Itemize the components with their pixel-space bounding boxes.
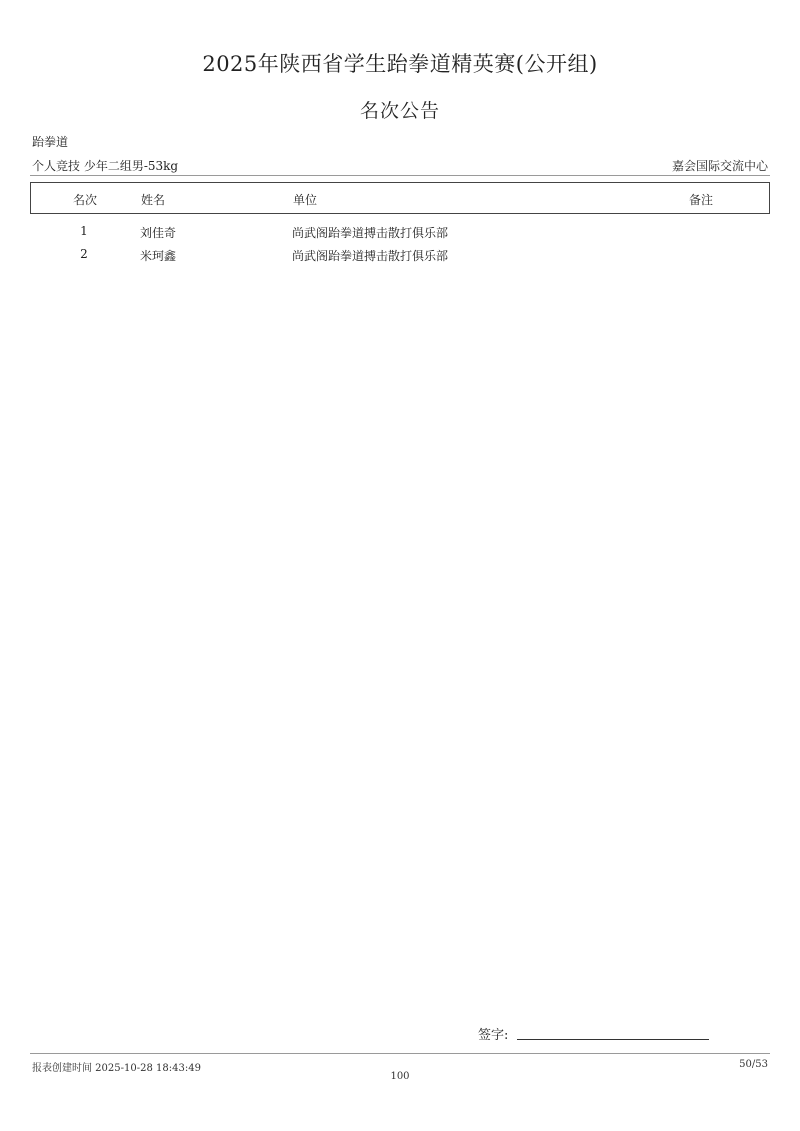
event-label: 个人竞技 少年二组男-53kg [32, 159, 179, 173]
signature-line [517, 1039, 709, 1040]
header-divider [30, 175, 770, 176]
row-rank: 2 [80, 247, 88, 261]
sport-label: 跆拳道 [32, 135, 69, 149]
row-rank: 1 [80, 224, 88, 238]
signature-label: 签字: [478, 1028, 509, 1043]
table-row [30, 247, 770, 269]
row-name: 米珂鑫 [140, 249, 177, 263]
column-header-name: 姓名 [141, 193, 166, 207]
footer-center-number: 100 [390, 1071, 410, 1082]
row-name: 刘佳奇 [140, 226, 177, 240]
row-unit: 尚武阁跆拳道搏击散打俱乐部 [292, 226, 449, 240]
row-unit: 尚武阁跆拳道搏击散打俱乐部 [292, 249, 449, 263]
footer-divider [30, 1053, 770, 1054]
report-created-time: 报表创建时间 2025-10-28 18:43:49 [32, 1063, 201, 1074]
venue-label: 嘉会国际交流中心 [671, 159, 768, 173]
table-row [30, 224, 770, 246]
table-header [30, 182, 770, 214]
column-header-note: 备注 [689, 193, 714, 207]
page-number: 50/53 [739, 1059, 768, 1070]
report-subtitle: 名次公告 [359, 100, 440, 122]
column-header-unit: 单位 [293, 193, 318, 207]
report-title: 2025年陕西省学生跆拳道精英赛(公开组) [202, 52, 598, 76]
column-header-rank: 名次 [72, 193, 97, 207]
